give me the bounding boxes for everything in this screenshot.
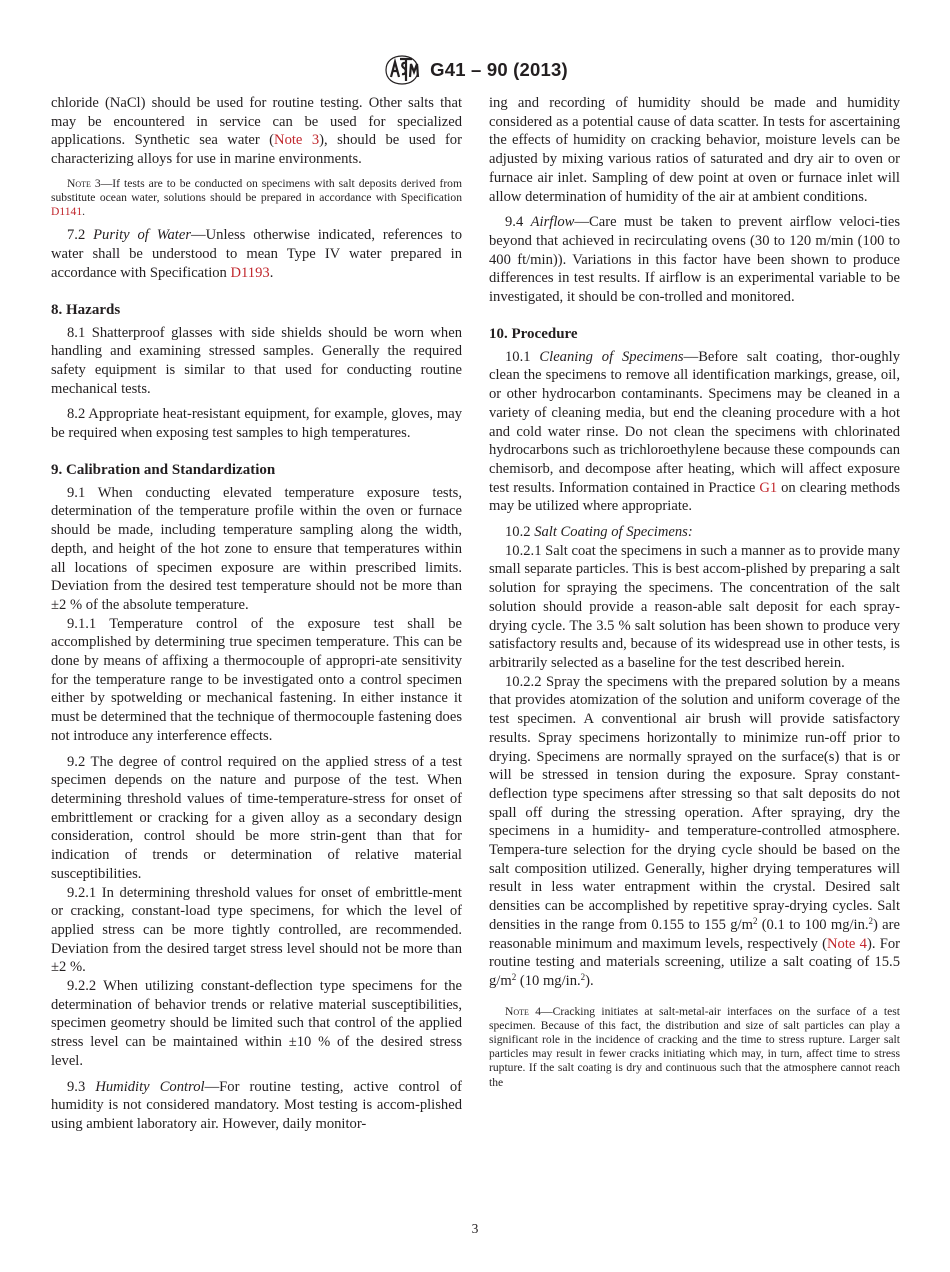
section-number: 10.1 bbox=[505, 348, 540, 365]
text: —Before salt coating, thor-oughly clean the specimens to remove all identification markings, grease, oil, or other hydrocarbon contaminants. Specimens may be cleaned in a variety of cleaning media, but end the cleaning procedure with a hot and cold water rinse. Do not clean the specimens with chlorinated hydrocarbons such as trichloroethylene because these compounds can chemisorb, and decompose after heating, which will affect exposure test results. Information contained in Practice bbox=[489, 348, 900, 496]
paragraph-9-2: 9.2 The degree of control required on the applied stress of a test specimen depends on the nature and purpose of the test. When determining threshold values of time-temperature-stress for onset of embrittlement or cracking for a given alloy as a secondary design consideration, control should be more strin-gent than that for indication of trends or determination of relative material susceptibilities. bbox=[51, 753, 462, 882]
paragraph-8-2: 8.2 Appropriate heat-resistant equipment, for example, gloves, may be required when exposing test samples to high temperatures. bbox=[51, 406, 462, 442]
note-3 bbox=[51, 177, 462, 220]
note-label: Note 4 bbox=[505, 1004, 542, 1018]
section-title: Purity of Water bbox=[93, 227, 192, 244]
heading-procedure: 10. Procedure bbox=[489, 325, 578, 342]
paragraph-9-4 bbox=[489, 213, 900, 307]
page-header bbox=[0, 52, 950, 88]
paragraph-9-2-1: 9.2.1 In determining threshold values for onset of embrittle-ment or cracking, constant-load type specimens, for which the level of applied stress can be more tightly controlled, are recommended. Deviation from the desired target stress level should not be more than ±2 %. bbox=[51, 884, 462, 976]
superscript: 2 bbox=[868, 915, 874, 926]
text: —For routine testing, active control of humidity is not considered mandatory. Most testing is accom-plished using ambient laboratory air. However, daily monitor- bbox=[51, 1078, 463, 1132]
text: ). For routine testing and materials screening, utilize a salt coating of 15.5 g/m bbox=[489, 935, 900, 989]
paragraph-10-2-1: 10.2.1 Salt coat the specimens in such a manner as to provide many small separate particles. This is best accom-plished by preparing a salt solution for spraying the specimens. The concentration of the salt solution should provide a reason-able salt deposit for each spray-drying cycle. The 3.5 % salt solution has been shown to produce very satisfactory results and, because of its widespread use in other tests, is arbitrarily selected as a baseline for the test described herein. bbox=[489, 542, 900, 671]
astm-logo-icon bbox=[382, 53, 422, 87]
superscript: 2 bbox=[511, 971, 517, 982]
text: 10.2.2 Spray the specimens with the prepared solution by a means that provides atomization of the solution and uniform coverage of the test specimen. A conventional air brush will provide satisfactory results. Spray specimens horizontally to minimize run-off prior to drying. Specimens are normally sprayed on the surface(s) that is or will be stressed in tension during the exposure. Spray constant-deflection type specimens after stressing so that salt deposits do not spall off during the stressing operation. After spraying, dry the specimens in a humidity- and temperature-controlled atmosphere. Tempera-ture selection for the drying cycle should be based on the salt composition utilized. Generally, higher drying temperatures will result in less water entrapment within the crystal. Desired salt densities can be accomplished by repetitive spray-drying cycles. Salt densities in the range from 0.155 to 155 g/m bbox=[489, 673, 900, 933]
note-4-link[interactable]: Note 4 bbox=[827, 935, 867, 952]
section-number: 9.3 bbox=[67, 1078, 96, 1095]
text: . bbox=[82, 205, 86, 219]
paragraph-8-1: 8.1 Shatterproof glasses with side shields should be worn when handling and examining stressed samples. Generally the required safety equipment is similar to that used for conducting routine mechanical tests. bbox=[51, 324, 462, 397]
paragraph-10-1 bbox=[489, 348, 900, 516]
text: ), should be used for characterizing alloys for use in marine environments. bbox=[51, 132, 462, 168]
section-title: Cleaning of Specimens bbox=[539, 348, 684, 365]
section-title: Humidity Control bbox=[95, 1078, 205, 1095]
paragraph-9-1-1: 9.1.1 Temperature control of the exposure test shall be accomplished by determining true specimen temperature. This can be done by means of affixing a thermocouple of appropri-ate sensitivity for the temperature range to be investigated onto a control specimen either by spotwelding or mechanical fastening. In either instance it must be determined that the technique of thermocouple fastening does not introduce any interference effects. bbox=[51, 615, 462, 744]
text: . bbox=[269, 264, 274, 281]
superscript: 2 bbox=[580, 971, 586, 982]
section-title: Salt Coating of Specimens: bbox=[534, 524, 693, 541]
document-id: G41 – 90 (2013) bbox=[430, 59, 568, 80]
g1-link[interactable]: G1 bbox=[759, 479, 778, 496]
text: ) are reasonable minimum and maximum levels, respectively ( bbox=[489, 916, 900, 952]
paragraph-9-1: 9.1 When conducting elevated temperature exposure tests, determination of the temperature profile within the oven or furnace should be made, including temperature sampling along the width, depth, and height of the hot zone to ensure that temperatures within all locations of specimen exposure are within prescribed limits. Deviation from the desired test temperature should not be more than ±2 % of the absolute temperature. bbox=[51, 484, 462, 613]
text: (0.1 to 100 mg/in. bbox=[757, 916, 869, 933]
note-3-link[interactable]: Note 3 bbox=[274, 132, 320, 149]
text: on clearing methods may be utilized where appropriate. bbox=[489, 479, 900, 515]
left-column bbox=[51, 94, 462, 1134]
section-number: 9.4 bbox=[505, 214, 531, 231]
superscript: 2 bbox=[752, 915, 758, 926]
section-number: 10.2 bbox=[505, 524, 535, 541]
section-title: Airflow bbox=[530, 214, 575, 231]
note-4 bbox=[489, 1005, 900, 1090]
page-number: 3 bbox=[471, 1221, 479, 1236]
d1193-link[interactable]: D1193 bbox=[230, 264, 270, 281]
paragraph-10-2-2 bbox=[489, 673, 900, 991]
text: —Care must be taken to prevent airflow veloci-ties beyond that achieved in recirculating ovens (30 to 120 m/min (100 to 400 ft/min)). Variations in this factor have been shown to produce differences in test results. If airflow is an experimental variable to be investigated, it should be con-trolled and monitored. bbox=[489, 214, 900, 306]
text: (10 mg/in. bbox=[516, 972, 581, 989]
text: chloride (NaCl) should be used for routine testing. Other salts that may be encountered in service can be used for specialized applications. Synthetic sea water ( bbox=[51, 95, 462, 149]
text: ). bbox=[585, 972, 594, 989]
paragraph-10-2 bbox=[489, 523, 900, 542]
heading-hazards: 8. Hazards bbox=[51, 301, 121, 318]
section-number: 7.2 bbox=[67, 227, 94, 244]
heading-calibration: 9. Calibration and Standardization bbox=[51, 461, 276, 478]
text: —If tests are to be conducted on specimens with salt deposits derived from substitute ocean water, solutions should be prepared in accordance with Specification bbox=[51, 176, 462, 205]
d1141-link[interactable]: D1141 bbox=[51, 205, 83, 219]
paragraph-9-2-2: 9.2.2 When utilizing constant-deflection type specimens for the determination of behavior trends or relative material susceptibilities, specimen geometry should be limited such that control of the applied stress level can be maintained within ±10 % of the desired stress level. bbox=[51, 978, 462, 1069]
paragraph-9-3-continued: ing and recording of humidity should be made and humidity considered as a potential cause of data scatter. In tests for ascertaining the effects of humidity on cracking behavior, moisture levels can be adjusted by mixing various ratios of saturated and dry air to oven or furnace air inlet. Sampling of dew point at oven or furnace inlet will allow determination of humidity of the air at ambient conditions. bbox=[489, 95, 900, 205]
right-column bbox=[489, 94, 900, 1090]
text: —Cracking initiates at salt-metal-air interfaces on the surface of a test specimen. Because of this fact, the distribution and size of salt particles can play a significant role in the incidence of cracking and the time to stress rupture. Larger salt particles may result in fewer cracks initiating which may, in turn, affect time to stress rupture. If the salt coating is dry and continuous such that the atmosphere cannot reach the bbox=[489, 1004, 900, 1089]
paragraph-7-2 bbox=[51, 226, 462, 282]
text: —Unless otherwise indicated, references to water shall be understood to mean Type IV water prepared in accordance with Specification bbox=[51, 227, 463, 281]
paragraph-9-3 bbox=[51, 1078, 462, 1134]
note-label: Note 3 bbox=[67, 176, 101, 190]
paragraph-7-1-continued bbox=[51, 94, 462, 169]
